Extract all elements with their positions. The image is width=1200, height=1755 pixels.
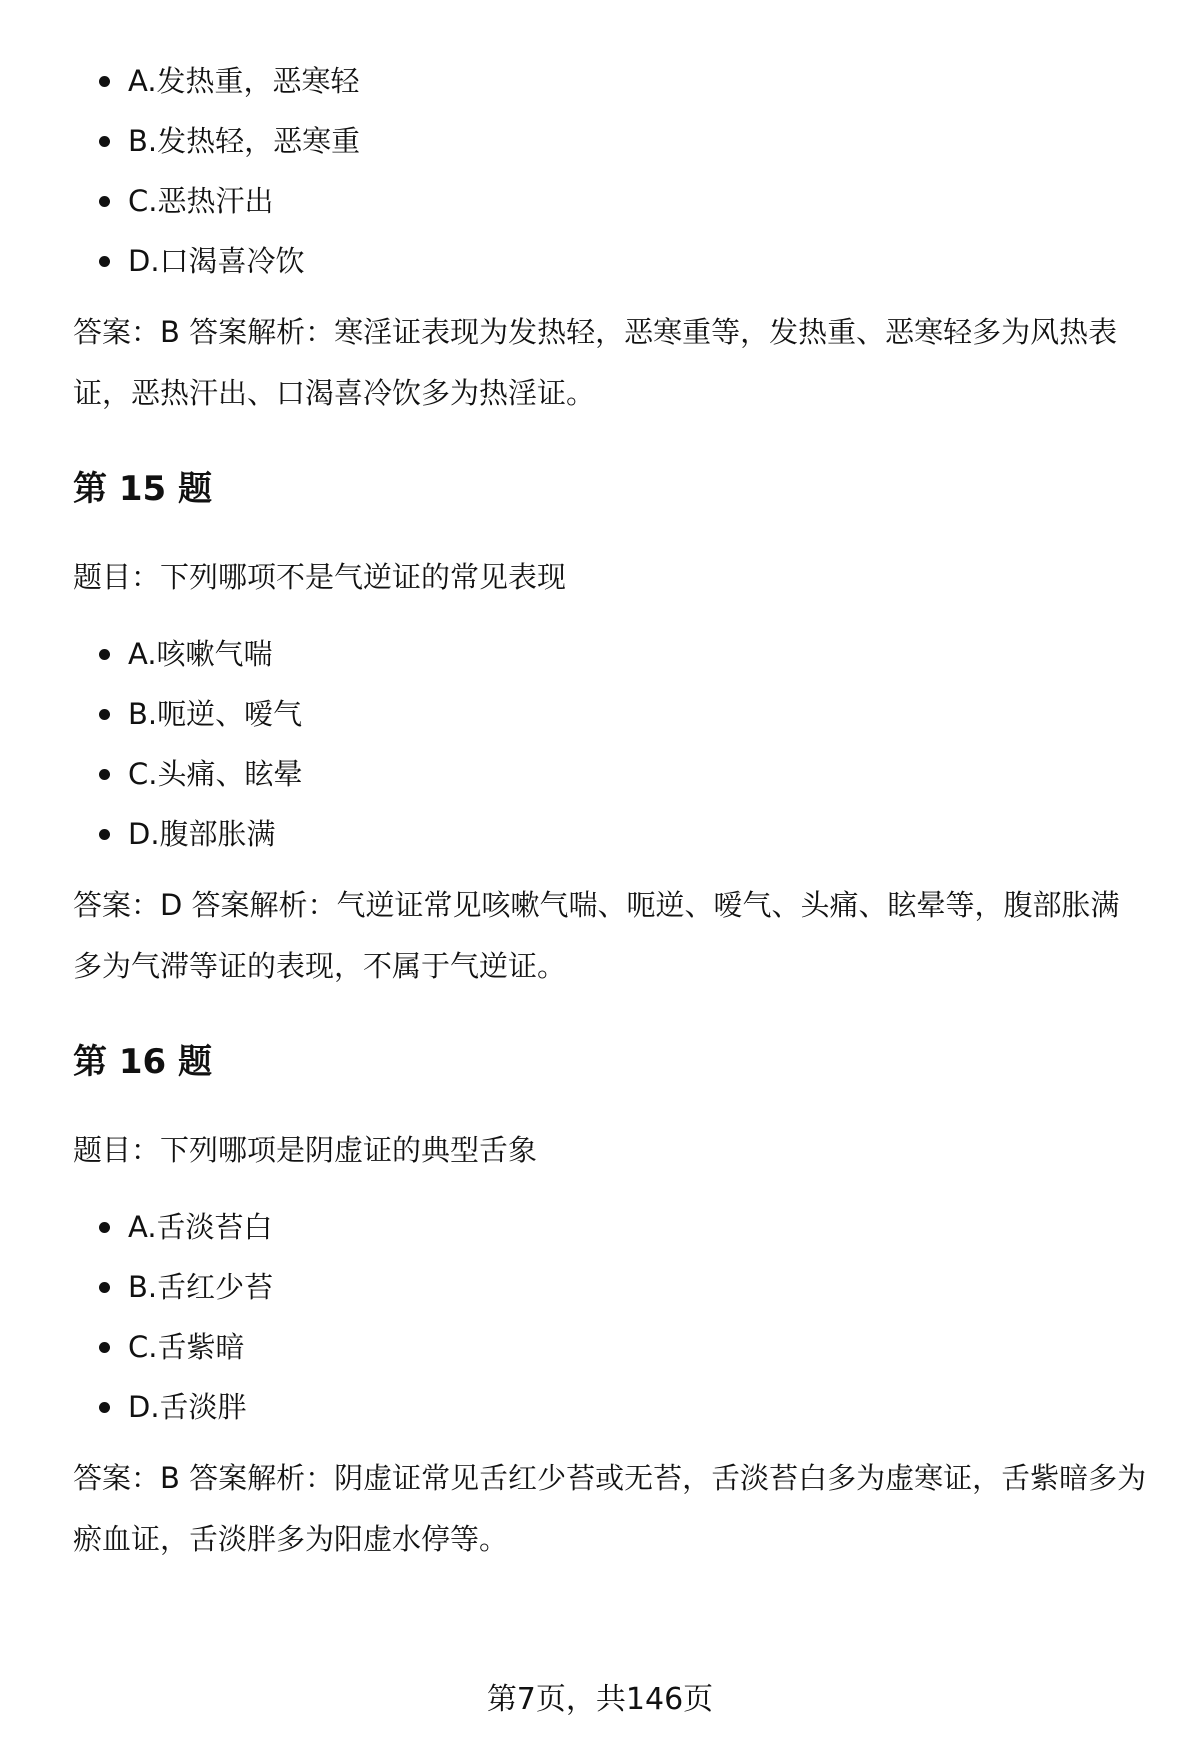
bullet-icon bbox=[99, 256, 110, 267]
bullet-icon bbox=[99, 709, 110, 720]
question-15-answer: 答案：D 答案解析：气逆证常见咳嗽气喘、呃逆、嗳气、头痛、眩晕等，腹部胀满多为气滞等证的表现，不属于气逆证。 bbox=[73, 888, 1120, 983]
option-text: B.发热轻，恶寒重 bbox=[128, 124, 361, 158]
option-d bbox=[73, 1388, 1140, 1426]
option-b bbox=[73, 695, 1140, 733]
question-16-answer: 答案：B 答案解析：阴虚证常见舌红少苔或无苔，舌淡苔白多为虚寒证，舌紫暗多为瘀血证，舌淡胖多为阳虚水停等。 bbox=[73, 1461, 1147, 1556]
option-c bbox=[73, 1328, 1140, 1366]
question-15-heading: 第 15 题 bbox=[73, 469, 212, 509]
option-c bbox=[73, 182, 1140, 220]
option-text: A.咳嗽气喘 bbox=[128, 637, 273, 671]
option-d bbox=[73, 242, 1140, 280]
option-text: A.发热重，恶寒轻 bbox=[128, 64, 360, 98]
question-15-text: 题目：下列哪项不是气逆证的常见表现 bbox=[73, 560, 567, 594]
question-15-options bbox=[73, 635, 1140, 853]
option-c bbox=[73, 755, 1140, 793]
bullet-icon bbox=[99, 829, 110, 840]
option-a bbox=[73, 62, 1140, 100]
prev-answer: 答案：B 答案解析：寒淫证表现为发热轻，恶寒重等，发热重、恶寒轻多为风热表证，恶热汗出、口渴喜冷饮多为热淫证。 bbox=[73, 315, 1118, 410]
bullet-icon bbox=[99, 1282, 110, 1293]
bullet-icon bbox=[99, 76, 110, 87]
option-text: A.舌淡苔白 bbox=[128, 1210, 273, 1244]
option-text: B.呃逆、嗳气 bbox=[128, 697, 303, 731]
option-text: C.舌紫暗 bbox=[128, 1330, 245, 1364]
option-text: D.口渴喜冷饮 bbox=[128, 244, 305, 278]
option-a bbox=[73, 1208, 1140, 1246]
option-b bbox=[73, 1268, 1140, 1306]
bullet-icon bbox=[99, 1222, 110, 1233]
bullet-icon bbox=[99, 1342, 110, 1353]
option-text: D.腹部胀满 bbox=[128, 817, 276, 851]
option-text: B.舌红少苔 bbox=[128, 1270, 274, 1304]
option-text: C.头痛、眩晕 bbox=[128, 757, 303, 791]
option-a bbox=[73, 635, 1140, 673]
question-16-text: 题目：下列哪项是阴虚证的典型舌象 bbox=[73, 1133, 538, 1167]
option-text: D.舌淡胖 bbox=[128, 1390, 247, 1424]
option-text: C.恶热汗出 bbox=[128, 184, 274, 218]
bullet-icon bbox=[99, 649, 110, 660]
question-16-options bbox=[73, 1208, 1140, 1426]
bullet-icon bbox=[99, 196, 110, 207]
prev-question-options bbox=[73, 62, 1140, 280]
bullet-icon bbox=[99, 1402, 110, 1413]
page-number: 第7页，共146页 bbox=[486, 1682, 714, 1717]
option-b bbox=[73, 122, 1140, 160]
option-d bbox=[73, 815, 1140, 853]
bullet-icon bbox=[99, 769, 110, 780]
question-16-heading: 第 16 题 bbox=[73, 1042, 212, 1082]
bullet-icon bbox=[99, 136, 110, 147]
